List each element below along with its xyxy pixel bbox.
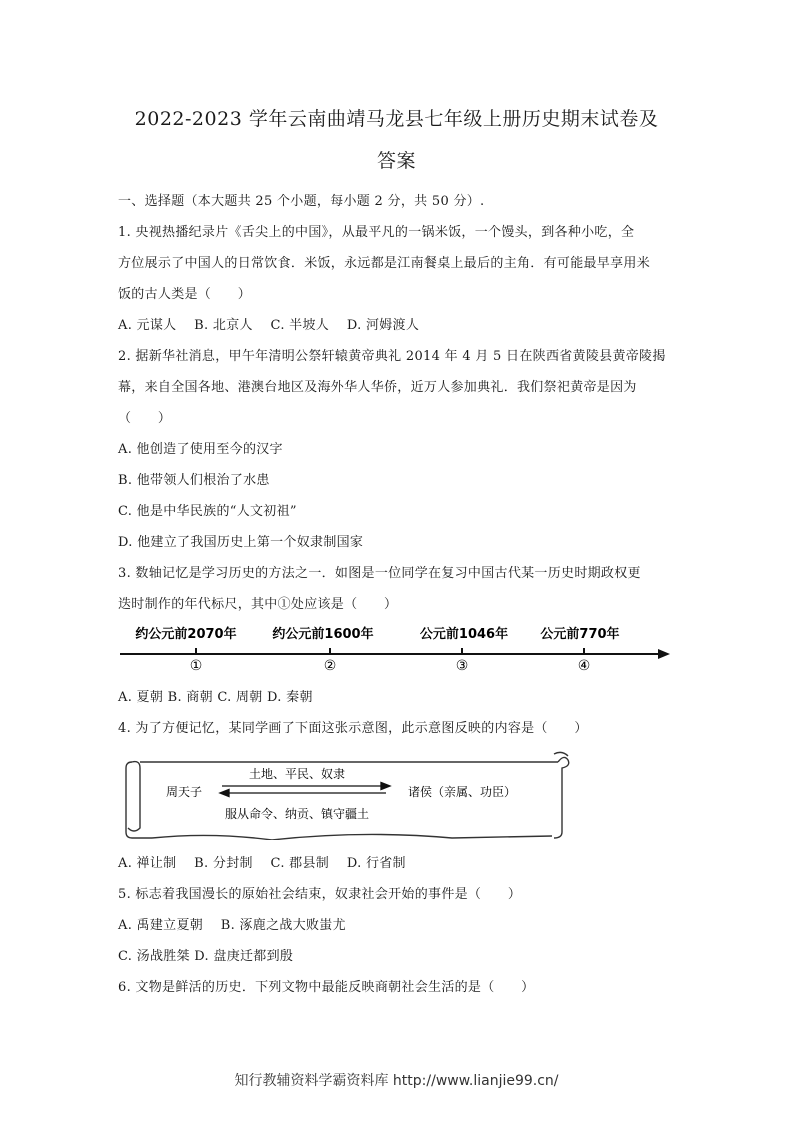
q2-option-c: C. 他是中华民族的“人文初祖” [118,504,297,519]
diagram-left-label: 周天子 [165,785,203,799]
diagram-right-label: 诸侯（亲属、功臣） [407,785,517,799]
q1-line1: 1. 央视热播纪录片《舌尖上的中国》，从最平凡的一锅米饭，一个馒头，到各种小吃，全 [118,225,635,240]
timeline-figure [118,620,673,675]
q6-line1: 6. 文物是鲜活的历史．下列文物中最能反映商朝社会生活的是（ ） [118,980,535,995]
q4-options: A. 禅让制 B. 分封制 C. 郡县制 D. 行省制 [118,856,406,871]
q2-line1: 2. 据新华社消息，甲午年清明公祭轩辕黄帝典礼 2014 年 4 月 5 日在陕西省黄陵县黄帝陵揭 [118,349,666,364]
q2-option-d: D. 他建立了我国历史上第一个奴隶制国家 [118,535,364,550]
timeline-tick-3 [420,626,508,674]
timeline-tick-2 [272,626,373,674]
page-title-line1: 2022-2023 学年云南曲靖马龙县七年级上册历史期末试卷及 [134,108,659,130]
q4-line1: 4. 为了方便记忆，某同学画了下面这张示意图，此示意图反映的内容是（ ） [118,721,588,736]
q3-line2: 迭时制作的年代标尺，其中①处应该是（ ） [118,597,398,612]
diagram-bottom-label: 服从命令、纳贡、镇守疆土 [224,807,370,821]
arrow-right-icon [381,783,390,790]
page-title-line2: 答案 [376,150,416,172]
section-heading: 一、选择题（本大题共 25 个小题，每小题 2 分，共 50 分）. [118,194,485,209]
timeline-label-4: 公元前770年 [540,627,620,642]
timeline-tick-1 [135,626,236,674]
fenfeng-diagram [122,748,572,840]
q5-line1: 5. 标志着我国漫长的原始社会结束，奴隶社会开始的事件是（ ） [118,887,522,902]
timeline-mark-4: ④ [577,658,591,674]
timeline-label-3: 公元前1046年 [419,627,509,642]
q3-options: A. 夏朝 B. 商朝 C. 周朝 D. 秦朝 [118,690,313,705]
diagram-arrows [220,783,390,797]
timeline-mark-1: ① [189,658,203,674]
q5-options-1: A. 禹建立夏朝 B. 涿鹿之战大败蚩尤 [118,918,346,933]
q2-line3: （ ） [118,411,172,426]
timeline-mark-3: ③ [455,658,469,674]
q2-line2: 幕，来自全国各地、港澳台地区及海外华人华侨，近万人参加典礼．我们祭祀黄帝是因为 [118,380,637,395]
q2-option-b: B. 他带领人们根治了水患 [118,473,270,488]
q3-line1: 3. 数轴记忆是学习历史的方法之一．如图是一位同学在复习中国古代某一历史时期政权更 [118,566,641,581]
timeline-tick-4 [540,626,619,674]
timeline-mark-2: ② [323,658,337,674]
timeline-label-2: 约公元前1600年 [272,627,374,642]
q1-line3: 饭的古人类是（ ） [118,287,252,302]
diagram-top-label: 土地、平民、奴隶 [248,767,346,781]
q5-options-2: C. 汤战胜桀 D. 盘庚迁都到殷 [118,949,294,964]
footer-watermark: 知行教辅资料学霸资料库 http://www.lianjie99.cn/ [234,1073,559,1089]
q1-options: A. 元谋人 B. 北京人 C. 半坡人 D. 河姆渡人 [118,318,420,333]
arrow-left-icon [220,790,229,797]
timeline-label-1: 约公元前2070年 [135,627,237,642]
q1-line2: 方位展示了中国人的日常饮食．米饭，永远都是江南餐桌上最后的主角．有可能最早享用米 [118,256,651,271]
q2-option-a: A. 他创造了使用至今的汉字 [118,442,283,457]
timeline-arrow-icon [658,649,670,659]
